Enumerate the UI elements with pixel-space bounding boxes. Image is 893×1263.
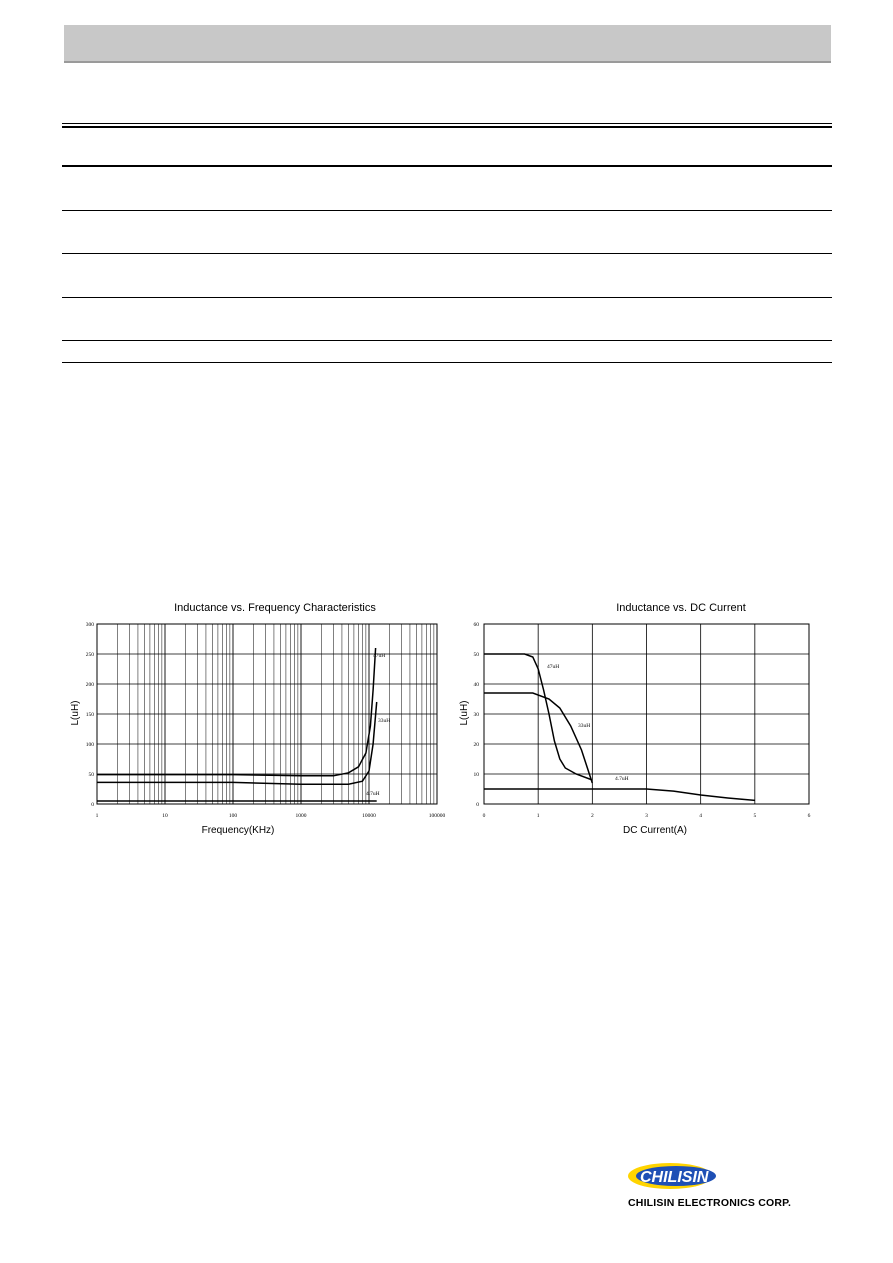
y-tick-label: 150 [85, 712, 94, 718]
x-tick-label: 3 [645, 813, 648, 819]
annotation-33uh: 33uH [578, 723, 591, 729]
x-tick-label: 0 [482, 813, 486, 819]
x-tick-label: 100 [228, 813, 238, 819]
x-tick-label: 5 [753, 813, 757, 819]
table-header-rule [62, 165, 832, 167]
table-row-rule [62, 210, 832, 211]
x-tick-label: 6 [807, 813, 811, 819]
table-top-rule [62, 123, 832, 124]
annotation-4-7uh: 4.7uH [615, 776, 629, 782]
y-tick-label: 20 [473, 742, 479, 748]
annotation-47uh: 47uH [373, 653, 386, 659]
table-row-rule [62, 297, 832, 298]
y-tick-label: 50 [88, 772, 94, 778]
y-axis-label: L(uH) [459, 700, 470, 726]
series-line-47uh [97, 648, 376, 776]
x-tick-label: 1000 [295, 813, 307, 819]
y-tick-label: 250 [85, 652, 94, 658]
chart-frequency [58, 595, 453, 845]
y-tick-label: 0 [476, 802, 479, 808]
annotation-47uh: 47uH [547, 664, 560, 670]
y-tick-label: 100 [85, 742, 94, 748]
annotation-33uh: 33uH [378, 718, 391, 724]
y-tick-label: 60 [473, 622, 479, 628]
series-line-4-7uh [484, 789, 755, 800]
x-axis-label: Frequency(KHz) [201, 825, 275, 836]
table-row-rule [62, 253, 832, 254]
y-tick-label: 30 [473, 712, 479, 718]
annotation-4-7uh: 4.7uH [366, 791, 380, 797]
y-axis-label: L(uH) [70, 700, 81, 726]
chart-dc-current [455, 595, 820, 845]
header-bar [64, 25, 831, 63]
table-bottom-rule [62, 362, 832, 363]
y-tick-label: 40 [473, 682, 479, 688]
x-tick-label: 100000 [428, 813, 446, 819]
x-tick-label: 10 [162, 813, 168, 819]
y-tick-label: 200 [85, 682, 94, 688]
x-axis-label: DC Current(A) [623, 825, 687, 836]
x-tick-label: 2 [590, 813, 594, 819]
table-top-rule-thick [62, 126, 832, 128]
y-tick-label: 50 [473, 652, 479, 658]
company-name: CHILISIN ELECTRONICS CORP. [628, 1197, 792, 1209]
x-tick-label: 10000 [362, 813, 376, 819]
x-tick-label: 4 [699, 813, 703, 819]
x-tick-label: 1 [95, 813, 99, 819]
chart-title: Inductance vs. Frequency Characteristics [174, 602, 376, 614]
logo-brand: CHILISIN [640, 1169, 709, 1186]
table-row-rule [62, 340, 832, 341]
y-tick-label: 0 [91, 802, 94, 808]
x-tick-label: 1 [536, 813, 540, 819]
y-tick-label: 300 [85, 622, 94, 628]
chart-title: Inductance vs. DC Current [616, 602, 746, 614]
y-tick-label: 10 [473, 772, 479, 778]
